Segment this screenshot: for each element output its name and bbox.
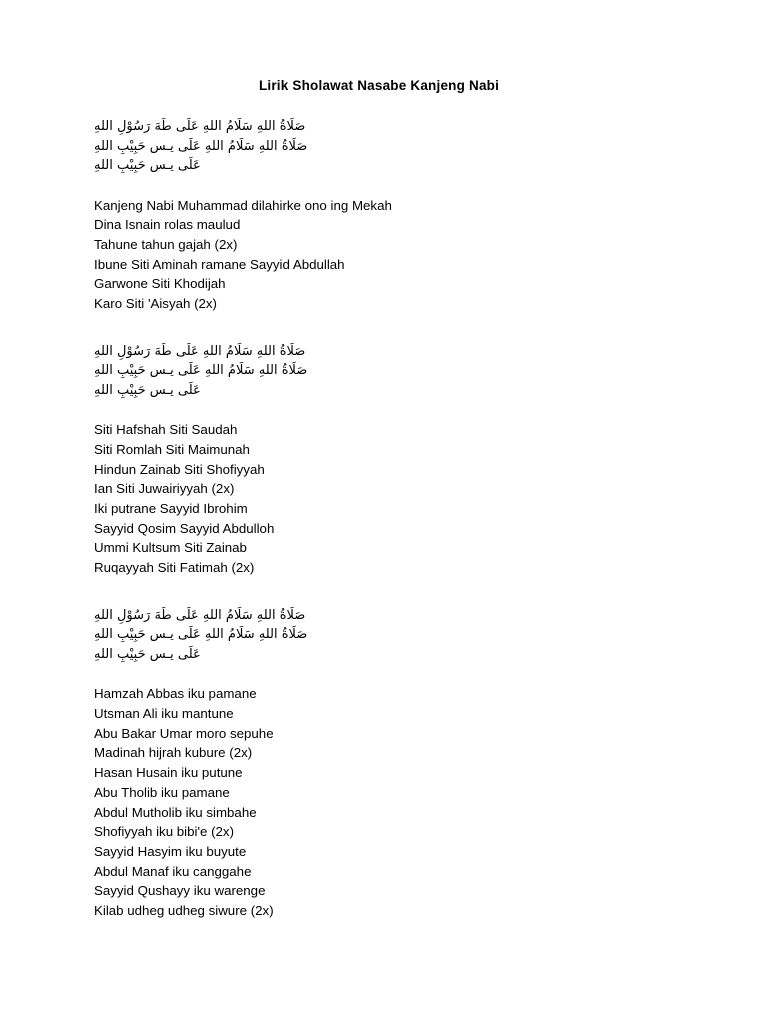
verse-block-2: [94, 420, 672, 578]
verse-line: Kanjeng Nabi Muhammad dilahirke ono ing Mekah: [94, 197, 392, 213]
verse-line: Ian Siti Juwairiyyah (2x): [94, 481, 235, 497]
verse-line: Abdul Manaf iku canggahe: [94, 863, 252, 879]
refrain-line: عَلَى يـس حَبِيْبِ اللهِ: [94, 382, 201, 398]
verse-line: Abu Tholib iku pamane: [94, 784, 230, 800]
verse-line: Hindun Zainab Siti Shofiyyah: [94, 461, 265, 477]
refrain-block-2: [94, 342, 672, 401]
verse-line: Hasan Husain iku putune: [94, 765, 243, 781]
verse-line: Shofiyyah iku bibi'e (2x): [94, 824, 235, 840]
verse-line: Dina Isnain rolas maulud: [94, 217, 241, 233]
refrain-line: صَلَاةُ اللهِ سَلَامُ اللهِ عَلَى طَهَ رَسُوْلِ اللهِ: [94, 343, 306, 359]
verse-line: Iki putrane Sayyid Ibrohim: [94, 501, 248, 517]
verse-line: Madinah hijrah kubure (2x): [94, 745, 253, 761]
verse-line: Sayyid Qushayy iku warenge: [94, 883, 266, 899]
refrain-line: صَلَاةُ اللهِ سَلَامُ اللهِ عَلَى يـس حَبِيْبِ اللهِ: [94, 627, 308, 643]
verse-line: Garwone Siti Khodijah: [94, 276, 226, 292]
verse-line: Utsman Ali iku mantune: [94, 706, 234, 722]
verse-line: Hamzah Abbas iku pamane: [94, 686, 257, 702]
page-title: Lirik Sholawat Nasabe Kanjeng Nabi: [258, 78, 500, 93]
refrain-line: صَلَاةُ اللهِ سَلَامُ اللهِ عَلَى طَهَ رَسُوْلِ اللهِ: [94, 607, 306, 623]
verse-line: Kilab udheg udheg siwure (2x): [94, 903, 274, 919]
verse-line: Ruqayyah Siti Fatimah (2x): [94, 560, 255, 576]
refrain-line: عَلَى يـس حَبِيْبِ اللهِ: [94, 158, 201, 173]
verse-line: Tahune tahun gajah (2x): [94, 236, 238, 252]
verse-block-1: [94, 196, 672, 314]
verse-line: Sayyid Hasyim iku buyute: [94, 843, 247, 859]
refrain-block-1: [94, 117, 672, 176]
verse-line: Abu Bakar Umar moro sepuhe: [94, 725, 274, 741]
verse-line: Ummi Kultsum Siti Zainab: [94, 540, 247, 556]
verse-line: Karo Siti 'Aisyah (2x): [94, 296, 217, 312]
verse-line: Siti Hafshah Siti Saudah: [94, 422, 238, 438]
verse-line: Abdul Mutholib iku simbahe: [94, 804, 257, 820]
refrain-line: صَلَاةُ اللهِ سَلَامُ اللهِ عَلَى طَهَ رَسُوْلِ اللهِ: [94, 119, 306, 134]
verse-line: Sayyid Qosim Sayyid Abdulloh: [94, 520, 275, 536]
verse-line: Siti Romlah Siti Maimunah: [94, 441, 250, 457]
refrain-block-3: [94, 606, 672, 665]
refrain-line: عَلَى يـس حَبِيْبِ اللهِ: [94, 646, 201, 662]
verse-line: Ibune Siti Aminah ramane Sayyid Abdullah: [94, 256, 345, 272]
refrain-line: صَلَاةُ اللهِ سَلَامُ اللهِ عَلَى يـس حَبِيْبِ اللهِ: [94, 363, 308, 379]
verse-block-3: [94, 684, 672, 920]
refrain-line: صَلَاةُ اللهِ سَلَامُ اللهِ عَلَى يـس حَبِيْبِ اللهِ: [94, 138, 308, 154]
